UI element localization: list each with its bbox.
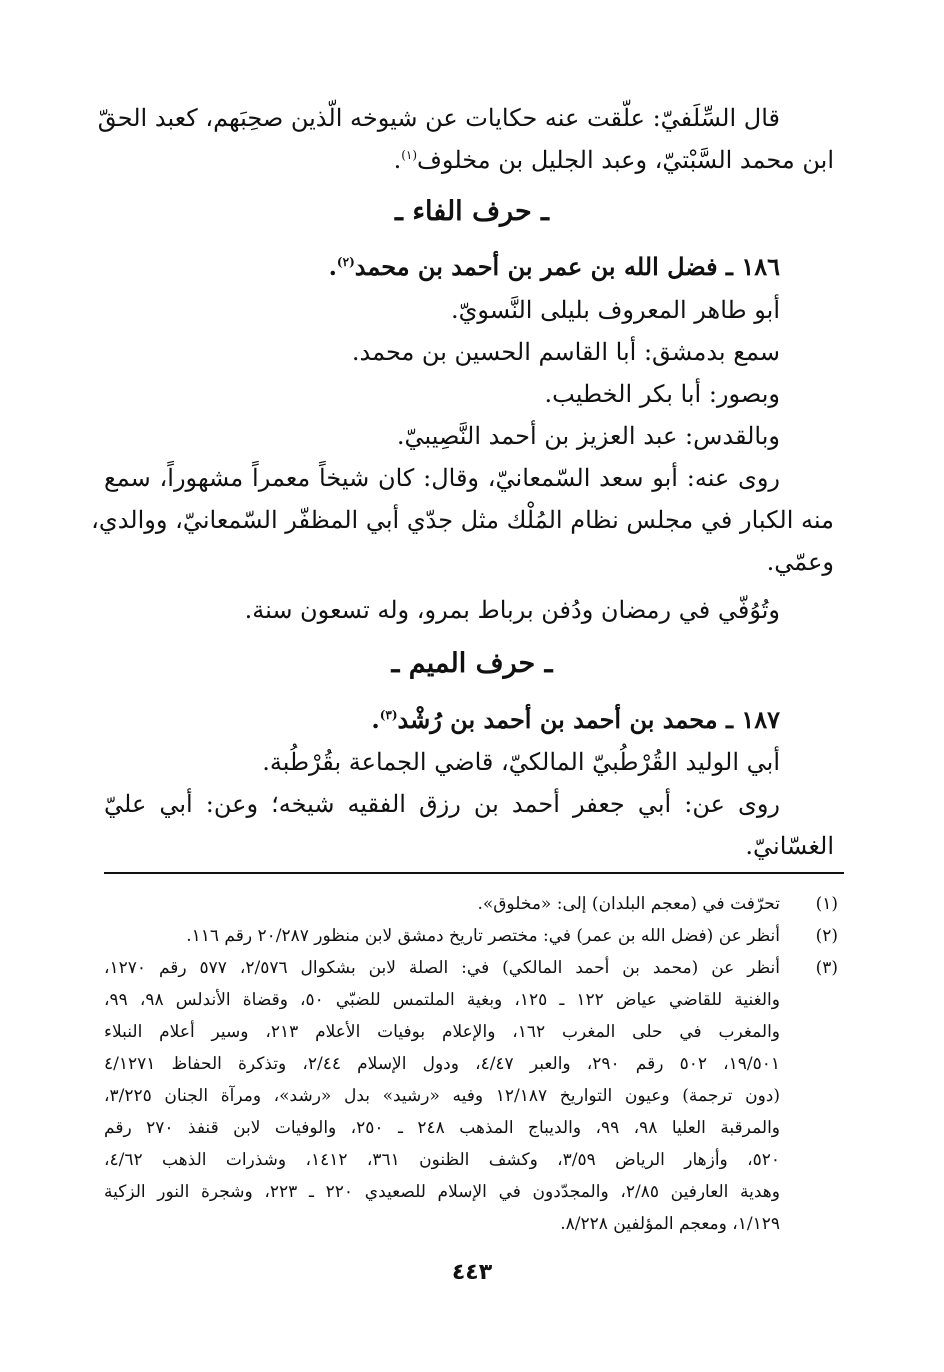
text-line: قال السِّلَفيّ: علّقت عنه حكايات عن شيوخه الّذين صحِبَهم، كعبد الحقّ xyxy=(97,104,780,132)
text-line: أبو طاهر المعروف بليلى النَّسويّ. xyxy=(451,296,780,324)
text-span: . xyxy=(371,705,380,734)
entry-heading-187 xyxy=(104,700,780,740)
text-span: ابن محمد السَّبْتيّ، وعبد الجليل بن مخلوف xyxy=(417,146,834,174)
footnote-text: تحرّفت في (معجم البلدان) إلى: «مخلوق». xyxy=(477,894,780,914)
entry-heading-186 xyxy=(104,247,780,287)
footnote-divider xyxy=(104,872,844,874)
text-line: وتُوُفّي في رمضان ودُفن برباط بمرو، وله تسعون سنة. xyxy=(244,596,780,624)
section-heading-fa: ـ حرف الفاء ـ xyxy=(395,196,549,227)
footnote-text: أنظر عن (فضل الله بن عمر) في: مختصر تاريخ دمشق لابن منظور ٢٠/٢٨٧ رقم ١١٦. xyxy=(186,926,780,946)
footnote-number: (٣) xyxy=(815,958,838,978)
text-line: منه الكبار في مجلس نظام المُلْك مثل جدّي أبي المظفّر السّمعانيّ، ووالدي، xyxy=(91,506,834,534)
text-line: روى عن: أبي جعفر أحمد بن رزق الفقيه شيخه؛ وعن: أبي عليّ xyxy=(104,790,780,818)
footnote-text: أنظر عن (محمد بن أحمد المالكي) في: الصلة لابن بشكوال ٢/٥٧٦، ٥٧٧ رقم ١٢٧٠، xyxy=(104,958,780,978)
footnote-line: ٥٢٠، وأزهار الرياض ٣/٥٩، وكشف الظنون ٣٦١، ١٤١٢، وشذرات الذهب ٤/٦٢، xyxy=(104,1150,781,1170)
text-line: وبصور: أبا بكر الخطيب. xyxy=(544,380,780,408)
text-line: الغسّانيّ. xyxy=(745,832,834,860)
footnote-ref: (٣) xyxy=(379,708,398,722)
text-span: . xyxy=(328,252,337,281)
text-line: وعمّي. xyxy=(766,548,834,576)
text-span: . xyxy=(393,146,402,174)
text-line xyxy=(104,140,834,180)
footnote-1 xyxy=(104,888,838,920)
footnote-line: ١/١٢٩، ومعجم المؤلفين ٨/٢٢٨. xyxy=(560,1214,780,1234)
footnote-number: (١) xyxy=(815,894,838,914)
entry-title: ١٨٧ ـ محمد بن أحمد بن أحمد بن رُشْد xyxy=(397,705,780,734)
text-line: روى عنه: أبو سعد السّمعانيّ، وقال: كان شيخاً معمراً مشهوراً، سمع xyxy=(104,464,780,492)
entry-title: ١٨٦ ـ فضل الله بن عمر بن أحمد بن محمد xyxy=(354,252,780,281)
page-number: ٤٤٣ xyxy=(451,1260,493,1285)
text-line: سمع بدمشق: أبا القاسم الحسين بن محمد. xyxy=(351,338,780,366)
footnote-ref: (٢) xyxy=(336,255,355,269)
text-line: أبي الوليد القُرْطُبيّ المالكيّ، قاضي الجماعة بقُرْطُبة. xyxy=(262,748,780,776)
footnote-line: وهدية العارفين ٢/٨٥، والمجدّدون في الإسلام للصعيدي ٢٢٠ ـ ٢٢٣، وشجرة النور الزكية xyxy=(104,1182,780,1202)
text-line: وبالقدس: عبد العزيز بن أحمد النَّصِيبيّ. xyxy=(396,422,780,450)
footnote-ref: (١) xyxy=(401,148,418,162)
footnote-line: (دون ترجمة) وعيون التواريخ ١٢/١٨٧ وفيه «رشيد» بدل «رشد»، ومرآة الجنان ٣/٢٢٥، xyxy=(104,1086,780,1106)
footnote-line: والغنية للقاضي عياض ١٢٢ ـ ١٢٥، وبغية الملتمس للضبّي ٥٠، وقضاة الأندلس ٩٨، ٩٩، xyxy=(104,990,780,1010)
footnote-2 xyxy=(104,920,838,952)
section-heading-mim: ـ حرف الميم ـ xyxy=(391,648,553,679)
footnote-number: (٢) xyxy=(815,926,838,946)
footnote-line: ١٩/٥٠١، ٥٠٢ رقم ٢٩٠، والعبر ٤/٤٧، ودول الإسلام ٢/٤٤، وتذكرة الحفاظ ٤/١٢٧١ xyxy=(104,1054,781,1074)
footnote-line: والمغرب في حلى المغرب ١٦٢، والإعلام بوفيات الأعلام ٢١٣، وسير أعلام النبلاء xyxy=(104,1022,781,1042)
footnote-line: والمرقبة العليا ٩٨، ٩٩، والديباج المذهب ٢٤٨ ـ ٢٥٠، والوفيات لابن قنفذ ٢٧٠ رقم xyxy=(104,1118,781,1138)
footnote-3 xyxy=(104,952,838,984)
